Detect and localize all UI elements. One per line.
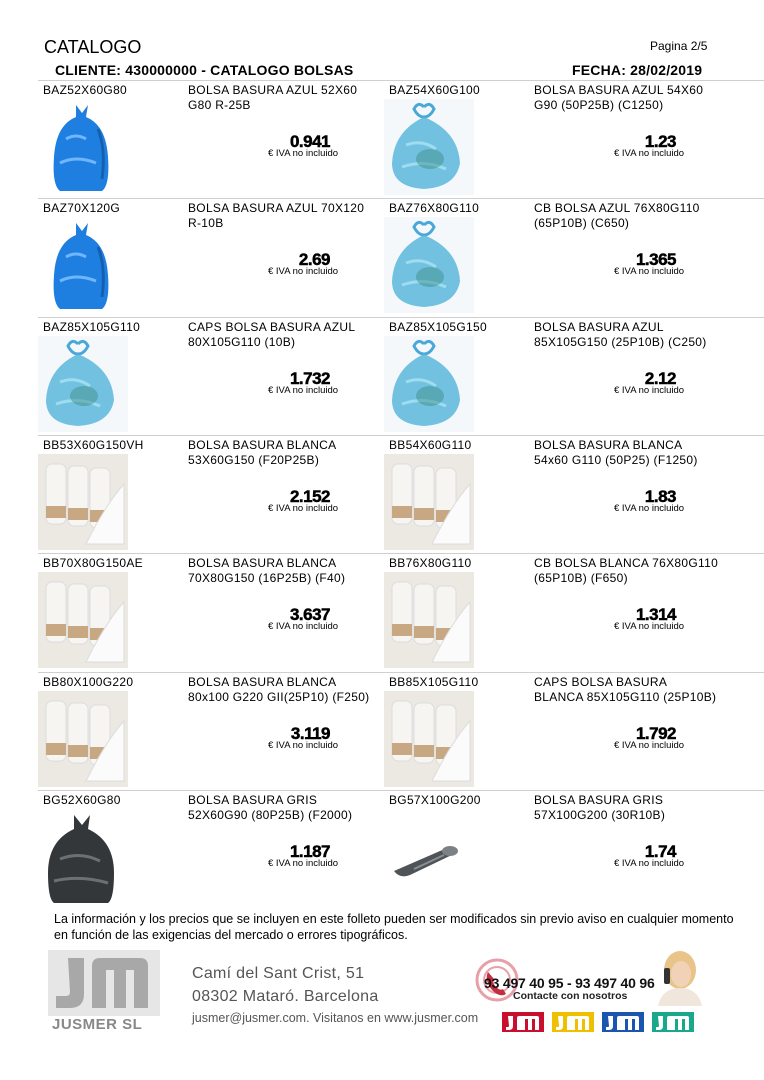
product-item bbox=[384, 318, 730, 436]
vat-note: € IVA no incluido bbox=[268, 739, 339, 751]
address-line-1: Camí del Sant Crist, 51 bbox=[192, 965, 365, 982]
catalog-title: CATALOGO bbox=[44, 37, 142, 57]
product-item bbox=[38, 436, 384, 554]
vat-note: € IVA no incluido bbox=[614, 857, 685, 869]
product-code: BB70X80G150AE bbox=[43, 556, 143, 571]
brand-logos bbox=[500, 1010, 700, 1034]
product-item bbox=[384, 81, 730, 199]
product-price: 1.732 bbox=[289, 368, 330, 388]
product-code: BAZ52X60G80 bbox=[43, 83, 128, 97]
product-price: 1.314 bbox=[635, 605, 676, 625]
product-item bbox=[384, 436, 730, 554]
product-description: BOLSA BASURA BLANCA 70X80G150 (16P25B) (F40) bbox=[188, 556, 346, 586]
vat-note: € IVA no incluido bbox=[268, 266, 339, 278]
vat-note: € IVA no incluido bbox=[614, 502, 685, 514]
white-rolls-image bbox=[384, 572, 474, 668]
product-price: 2.12 bbox=[644, 368, 676, 388]
white-rolls-image bbox=[38, 691, 128, 787]
vat-note: € IVA no incluido bbox=[268, 857, 339, 869]
product-description: BOLSA BASURA BLANCA 80x100 G220 GII(25P10) (F250) bbox=[188, 674, 370, 704]
page-number: Pagina 2/5 bbox=[650, 39, 708, 53]
product-description: CAPS BOLSA BASURA AZUL 80X105G110 (10B) bbox=[188, 319, 355, 349]
brand-mini-logo bbox=[652, 1012, 694, 1032]
vat-note: € IVA no incluido bbox=[614, 266, 685, 278]
blue-bag-image bbox=[38, 99, 128, 195]
product-item bbox=[38, 791, 384, 909]
contact-us-label: Contacte con nosotros bbox=[513, 990, 628, 1002]
white-rolls-image bbox=[384, 691, 474, 787]
lightblue-bag-image bbox=[384, 336, 474, 432]
product-description: BOLSA BASURA BLANCA 54x60 G110 (50P25) (F1250) bbox=[534, 437, 698, 467]
product-code: BG52X60G80 bbox=[43, 792, 121, 807]
product-price: 1.23 bbox=[644, 132, 676, 151]
brand-mini-logo bbox=[602, 1012, 644, 1032]
product-description: BOLSA BASURA GRIS 57X100G200 (30R10B) bbox=[534, 792, 666, 822]
vat-note: € IVA no incluido bbox=[268, 384, 339, 396]
product-code: BB53X60G150VH bbox=[43, 437, 144, 452]
product-price: 1.74 bbox=[644, 841, 676, 861]
product-description: BOLSA BASURA AZUL 85X105G150 (25P10B) (C250) bbox=[534, 319, 707, 349]
product-description: BOLSA BASURA BLANCA 53X60G150 (F20P25B) bbox=[188, 437, 336, 467]
product-price: 2.69 bbox=[298, 250, 330, 270]
product-description: BOLSA BASURA AZUL 52X60 G80 R-25B bbox=[188, 83, 358, 112]
white-rolls-image bbox=[384, 454, 474, 550]
product-price: 3.119 bbox=[290, 723, 330, 743]
product-code: BB85X105G110 bbox=[389, 674, 479, 689]
product-code: BAZ54X60G100 bbox=[389, 83, 480, 97]
product-description: CB BOLSA AZUL 76X80G110 (65P10B) (C650) bbox=[534, 201, 700, 231]
grey-bag-image bbox=[38, 809, 128, 905]
lightblue-bag-image bbox=[384, 217, 474, 313]
product-code: BAZ85X105G110 bbox=[43, 319, 141, 334]
product-item bbox=[38, 199, 384, 317]
product-code: BG57X100G200 bbox=[389, 792, 481, 807]
vat-note: € IVA no incluido bbox=[614, 739, 685, 751]
product-price: 3.637 bbox=[289, 605, 330, 625]
product-price: 1.187 bbox=[289, 841, 330, 861]
product-description: BOLSA BASURA AZUL 70X120 R-10B bbox=[188, 201, 365, 231]
product-price: 1.365 bbox=[635, 250, 676, 270]
product-description: CAPS BOLSA BASURA BLANCA 85X105G110 (25P10B) bbox=[534, 674, 717, 704]
grey-roll-image bbox=[384, 809, 474, 905]
product-item bbox=[384, 554, 730, 672]
vat-note: € IVA no incluido bbox=[268, 502, 339, 514]
vat-note: € IVA no incluido bbox=[268, 621, 339, 633]
product-code: BB76X80G110 bbox=[389, 556, 472, 571]
company-name: JUSMER SL bbox=[52, 1016, 143, 1033]
product-item bbox=[38, 554, 384, 672]
product-price: 1.83 bbox=[644, 486, 676, 506]
brand-mini-logo bbox=[502, 1012, 544, 1032]
product-item bbox=[38, 318, 384, 436]
product-description: BOLSA BASURA GRIS 52X60G90 (80P25B) (F2000) bbox=[188, 792, 353, 822]
product-code: BAZ70X120G bbox=[43, 201, 121, 216]
vat-note: € IVA no incluido bbox=[614, 148, 685, 159]
product-code: BAZ76X80G110 bbox=[389, 201, 480, 216]
product-description: BOLSA BASURA AZUL 54X60 G90 (50P25B) (C1250) bbox=[534, 83, 704, 112]
product-code: BAZ85X105G150 bbox=[389, 319, 487, 334]
lightblue-bag-image bbox=[38, 336, 128, 432]
white-rolls-image bbox=[38, 454, 128, 550]
vat-note: € IVA no incluido bbox=[614, 621, 685, 633]
product-item bbox=[38, 673, 384, 791]
vat-note: € IVA no incluido bbox=[614, 384, 685, 396]
product-item bbox=[384, 673, 730, 791]
product-code: BB54X60G110 bbox=[389, 437, 472, 452]
address-line-2: 08302 Mataró. Barcelona bbox=[192, 988, 379, 1005]
product-item bbox=[384, 199, 730, 317]
product-code: BB80X100G220 bbox=[43, 674, 134, 689]
lightblue-bag-image bbox=[384, 99, 474, 195]
phone-numbers: 93 497 40 95 - 93 497 40 96 bbox=[484, 975, 655, 991]
blue-bag-image bbox=[38, 217, 128, 313]
vat-note: € IVA no incluido bbox=[268, 148, 339, 159]
operator-photo bbox=[650, 948, 710, 1006]
product-price: 1.792 bbox=[635, 723, 676, 743]
product-price: 2.152 bbox=[289, 486, 330, 506]
product-item bbox=[38, 81, 384, 199]
product-price: 0.941 bbox=[289, 132, 330, 151]
brand-mini-logo bbox=[552, 1012, 594, 1032]
date-label: FECHA: 28/02/2019 bbox=[572, 62, 703, 78]
client-label: CLIENTE: 430000000 - CATALOGO BOLSAS bbox=[55, 62, 354, 78]
contact-email-web: jusmer@jusmer.com. Visitanos en www.jusmer.com bbox=[192, 1011, 479, 1025]
product-description: CB BOLSA BLANCA 76X80G110 (65P10B) (F650) bbox=[534, 556, 719, 586]
product-item bbox=[384, 791, 730, 909]
disclaimer-text: La información y los precios que se incluyen en este folleto pueden ser modificados sin previo aviso en cualquier momento en función de las exigencias del mercado o errores tipográficos. bbox=[54, 912, 734, 942]
white-rolls-image bbox=[38, 572, 128, 668]
